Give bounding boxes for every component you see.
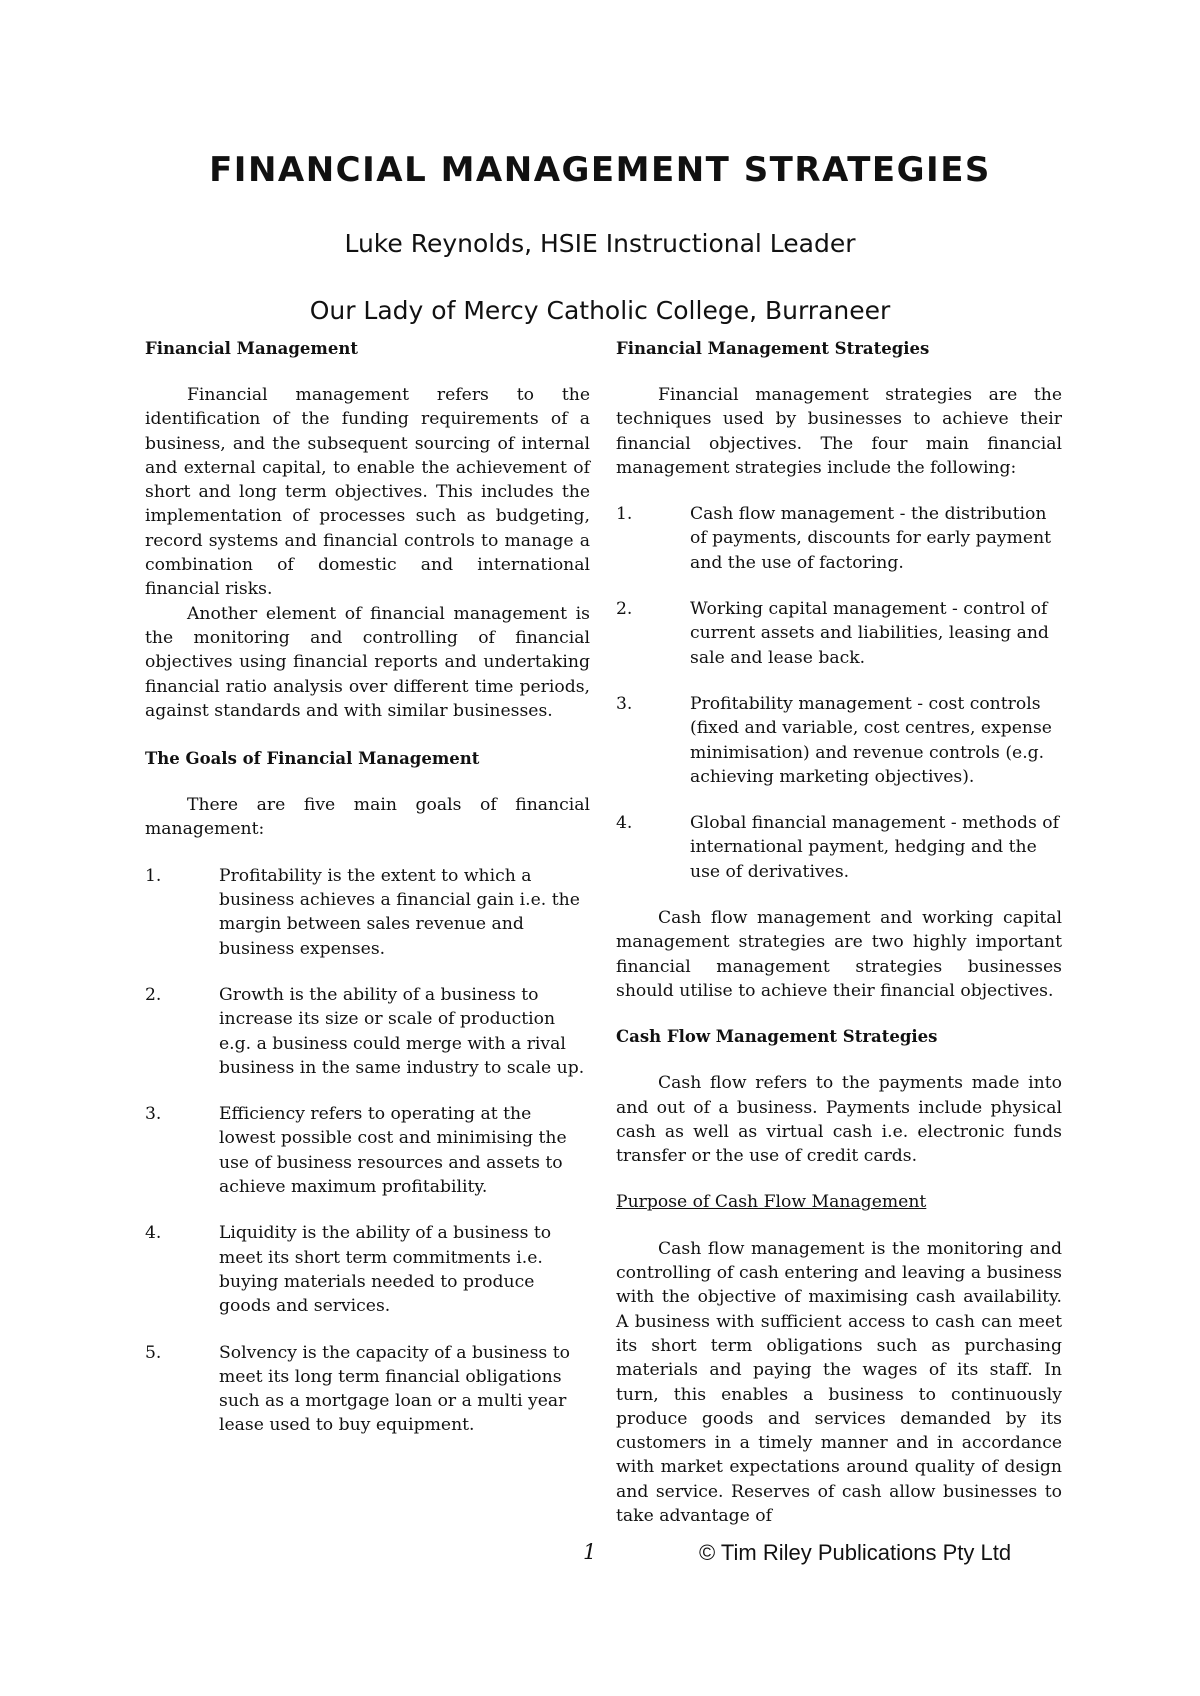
list-item (616, 597, 1062, 670)
list-number: 5. (145, 1342, 162, 1363)
list-number: 3. (616, 693, 633, 714)
list-text: Profitability management - cost controls (fixed and variable, cost centres, expense minimisation) and revenue controls (e.g. achieving marketing objectives). (690, 693, 1052, 787)
list-number: 1. (616, 504, 633, 525)
list-item (145, 1102, 590, 1199)
heading-goals: The Goals of Financial Management (145, 749, 480, 769)
list-text: Profitability is the extent to which a business achieves a financial gain i.e. the margin between sales revenue and business expenses. (219, 865, 580, 959)
goals-list (145, 864, 590, 1438)
list-item (616, 502, 1062, 575)
list-text: Growth is the ability of a business to increase its size or scale of production e.g. a business could merge with a rival business in the same industry to scale up. (219, 984, 585, 1078)
list-number: 4. (616, 813, 633, 834)
copyright-notice: © Tim Riley Publications Pty Ltd (699, 1540, 1012, 1565)
right-column (616, 337, 1062, 1528)
paragraph-definition: Financial management refers to the identification of the funding requirements of a business, and the subsequent sourcing of internal and external capital, to enable the achievement of short and long term objectives. This includes the implementation of processes such as budgeting, record systems and financial controls to manage a combination of domestic and international financial risks. (145, 385, 590, 600)
paragraph-cash-flow: Cash flow refers to the payments made into and out of a business. Payments include physical cash as well as virtual cash i.e. electronic funds transfer or the use of credit cards. (616, 1073, 1062, 1167)
list-text: Cash flow management - the distribution of payments, discounts for early payment and the use of factoring. (690, 504, 1052, 573)
strategies-list (616, 502, 1062, 884)
subheading-purpose: Purpose of Cash Flow Management (616, 1192, 927, 1213)
list-text: Global financial management - methods of international payment, hedging and the use of derivatives. (690, 813, 1059, 882)
list-text: Working capital management - control of current assets and liabilities, leasing and sale and lease back. (690, 599, 1049, 668)
list-item (616, 692, 1062, 789)
heading-strategies: Financial Management Strategies (616, 339, 930, 358)
list-item (145, 864, 590, 961)
list-item (145, 1221, 590, 1318)
list-text: Efficiency refers to operating at the lowest possible cost and minimising the use of business resources and assets to achieve maximum profitability. (219, 1104, 567, 1198)
list-number: 2. (145, 984, 162, 1005)
paragraph-strategies-intro: Financial management strategies are the techniques used by businesses to achieve their financial objectives. The four main financial management strategies include the following: (616, 385, 1062, 478)
paragraph-monitoring: Another element of financial management is the monitoring and controlling of financial objectives using financial reports and undertaking financial ratio analysis over different time periods, against standards and with similar businesses. (145, 603, 590, 721)
list-item (145, 983, 590, 1080)
list-number: 2. (616, 599, 633, 620)
list-number: 3. (145, 1104, 162, 1125)
left-column (145, 337, 590, 1460)
school-line: Our Lady of Mercy Catholic College, Burraneer (309, 296, 891, 325)
list-item (145, 1341, 590, 1438)
paragraph-purpose: Cash flow management is the monitoring and controlling of cash entering and leaving a business with the objective of maximising cash availability. A business with sufficient access to cash can meet its short term obligations such as purchasing materials and paying the wages of its staff. In turn, this enables a business to continuously produce goods and services demanded by its customers in a timely manner and in accordance with market expectations around quality of design and service. Reserves of cash allow businesses to take advantage of (616, 1238, 1062, 1526)
heading-financial-management: Financial Management (145, 339, 358, 358)
list-number: 1. (145, 865, 162, 886)
list-number: 4. (145, 1223, 162, 1244)
paragraph-importance: Cash flow management and working capital management strategies are two highly important financial management strategies businesses should utilise to achieve their financial objectives. (616, 908, 1062, 1001)
paragraph-goals-intro: There are five main goals of financial management: (145, 795, 590, 840)
page-number: 1 (583, 1540, 597, 1564)
list-text: Liquidity is the ability of a business to meet its short term commitments i.e. buying materials needed to produce goods and services. (219, 1223, 552, 1317)
heading-cash-flow: Cash Flow Management Strategies (616, 1027, 938, 1047)
list-item (616, 811, 1062, 884)
page-title: FINANCIAL MANAGEMENT STRATEGIES (209, 150, 991, 190)
list-text: Solvency is the capacity of a business to meet its long term financial obligations such as a mortgage loan or a multi year lease used to buy equipment. (219, 1342, 570, 1436)
page-footer (0, 1540, 1200, 1570)
author-line: Luke Reynolds, HSIE Instructional Leader (344, 229, 856, 258)
